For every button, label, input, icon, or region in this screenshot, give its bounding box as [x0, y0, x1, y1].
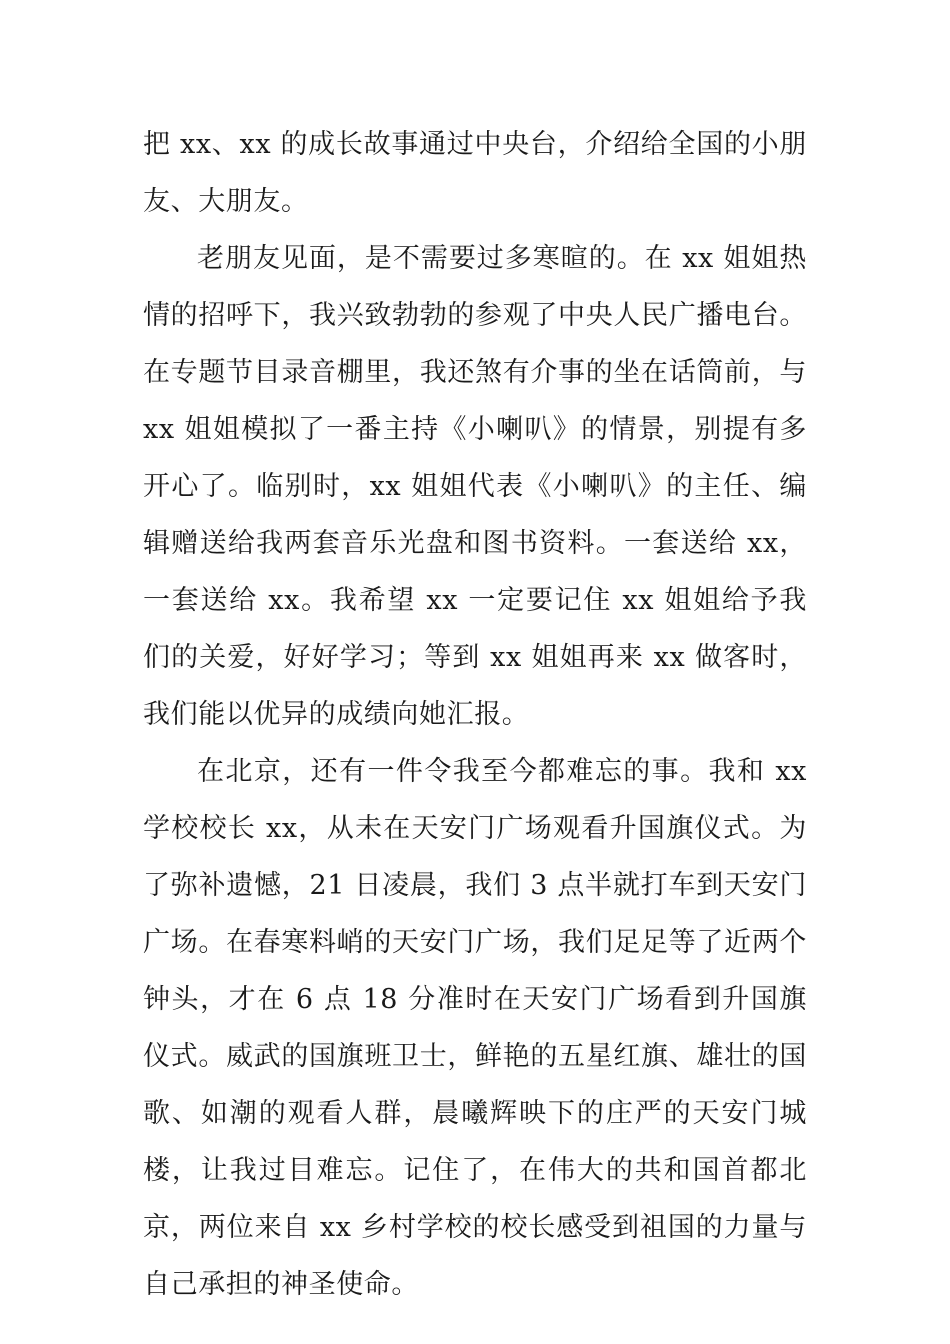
paragraph-flag-raising: 在北京，还有一件令我至今都难忘的事。我和 xx 学校校长 xx，从未在天安门广场观看升国旗仪式。为了弥补遗憾，21 日凌晨，我们 3 点半就打车到天安门广场。在春寒料峭的天安门广场，我们足足等了近两个钟头，才在 6 点 18 分准时在天安门广场看到升国旗仪式。威武的国旗班卫士，鲜艳的五星红旗、雄壮的国歌、如潮的观看人群，晨曦辉映下的庄严的天安门城楼，让我过目难忘。记住了，在伟大的共和国首都北京，两位来自 xx 乡村学校的校长感受到祖国的力量与自己承担的神圣使命。	[143, 756, 807, 1300]
paragraph-visit-radio-station: 老朋友见面，是不需要过多寒暄的。在 xx 姐姐热情的招呼下，我兴致勃勃的参观了中央人民广播电台。在专题节目录音棚里，我还煞有介事的坐在话筒前，与 xx 姐姐模拟了一番主持《小喇叭》的情景，别提有多开心了。临别时，xx 姐姐代表《小喇叭》的主任、编辑赠送给我两套音乐光盘和图书资料。一套送给 xx，一套送给 xx。我希望 xx 一定要记住 xx 姐姐给予我们的关爱，好好学习；等到 xx 姐姐再来 xx 做客时，我们能以优异的成绩向她汇报。	[143, 243, 807, 730]
body-text	[143, 116, 807, 1313]
paragraph-continued: 把 xx、xx 的成长故事通过中央台，介绍给全国的小朋友、大朋友。	[143, 129, 807, 217]
